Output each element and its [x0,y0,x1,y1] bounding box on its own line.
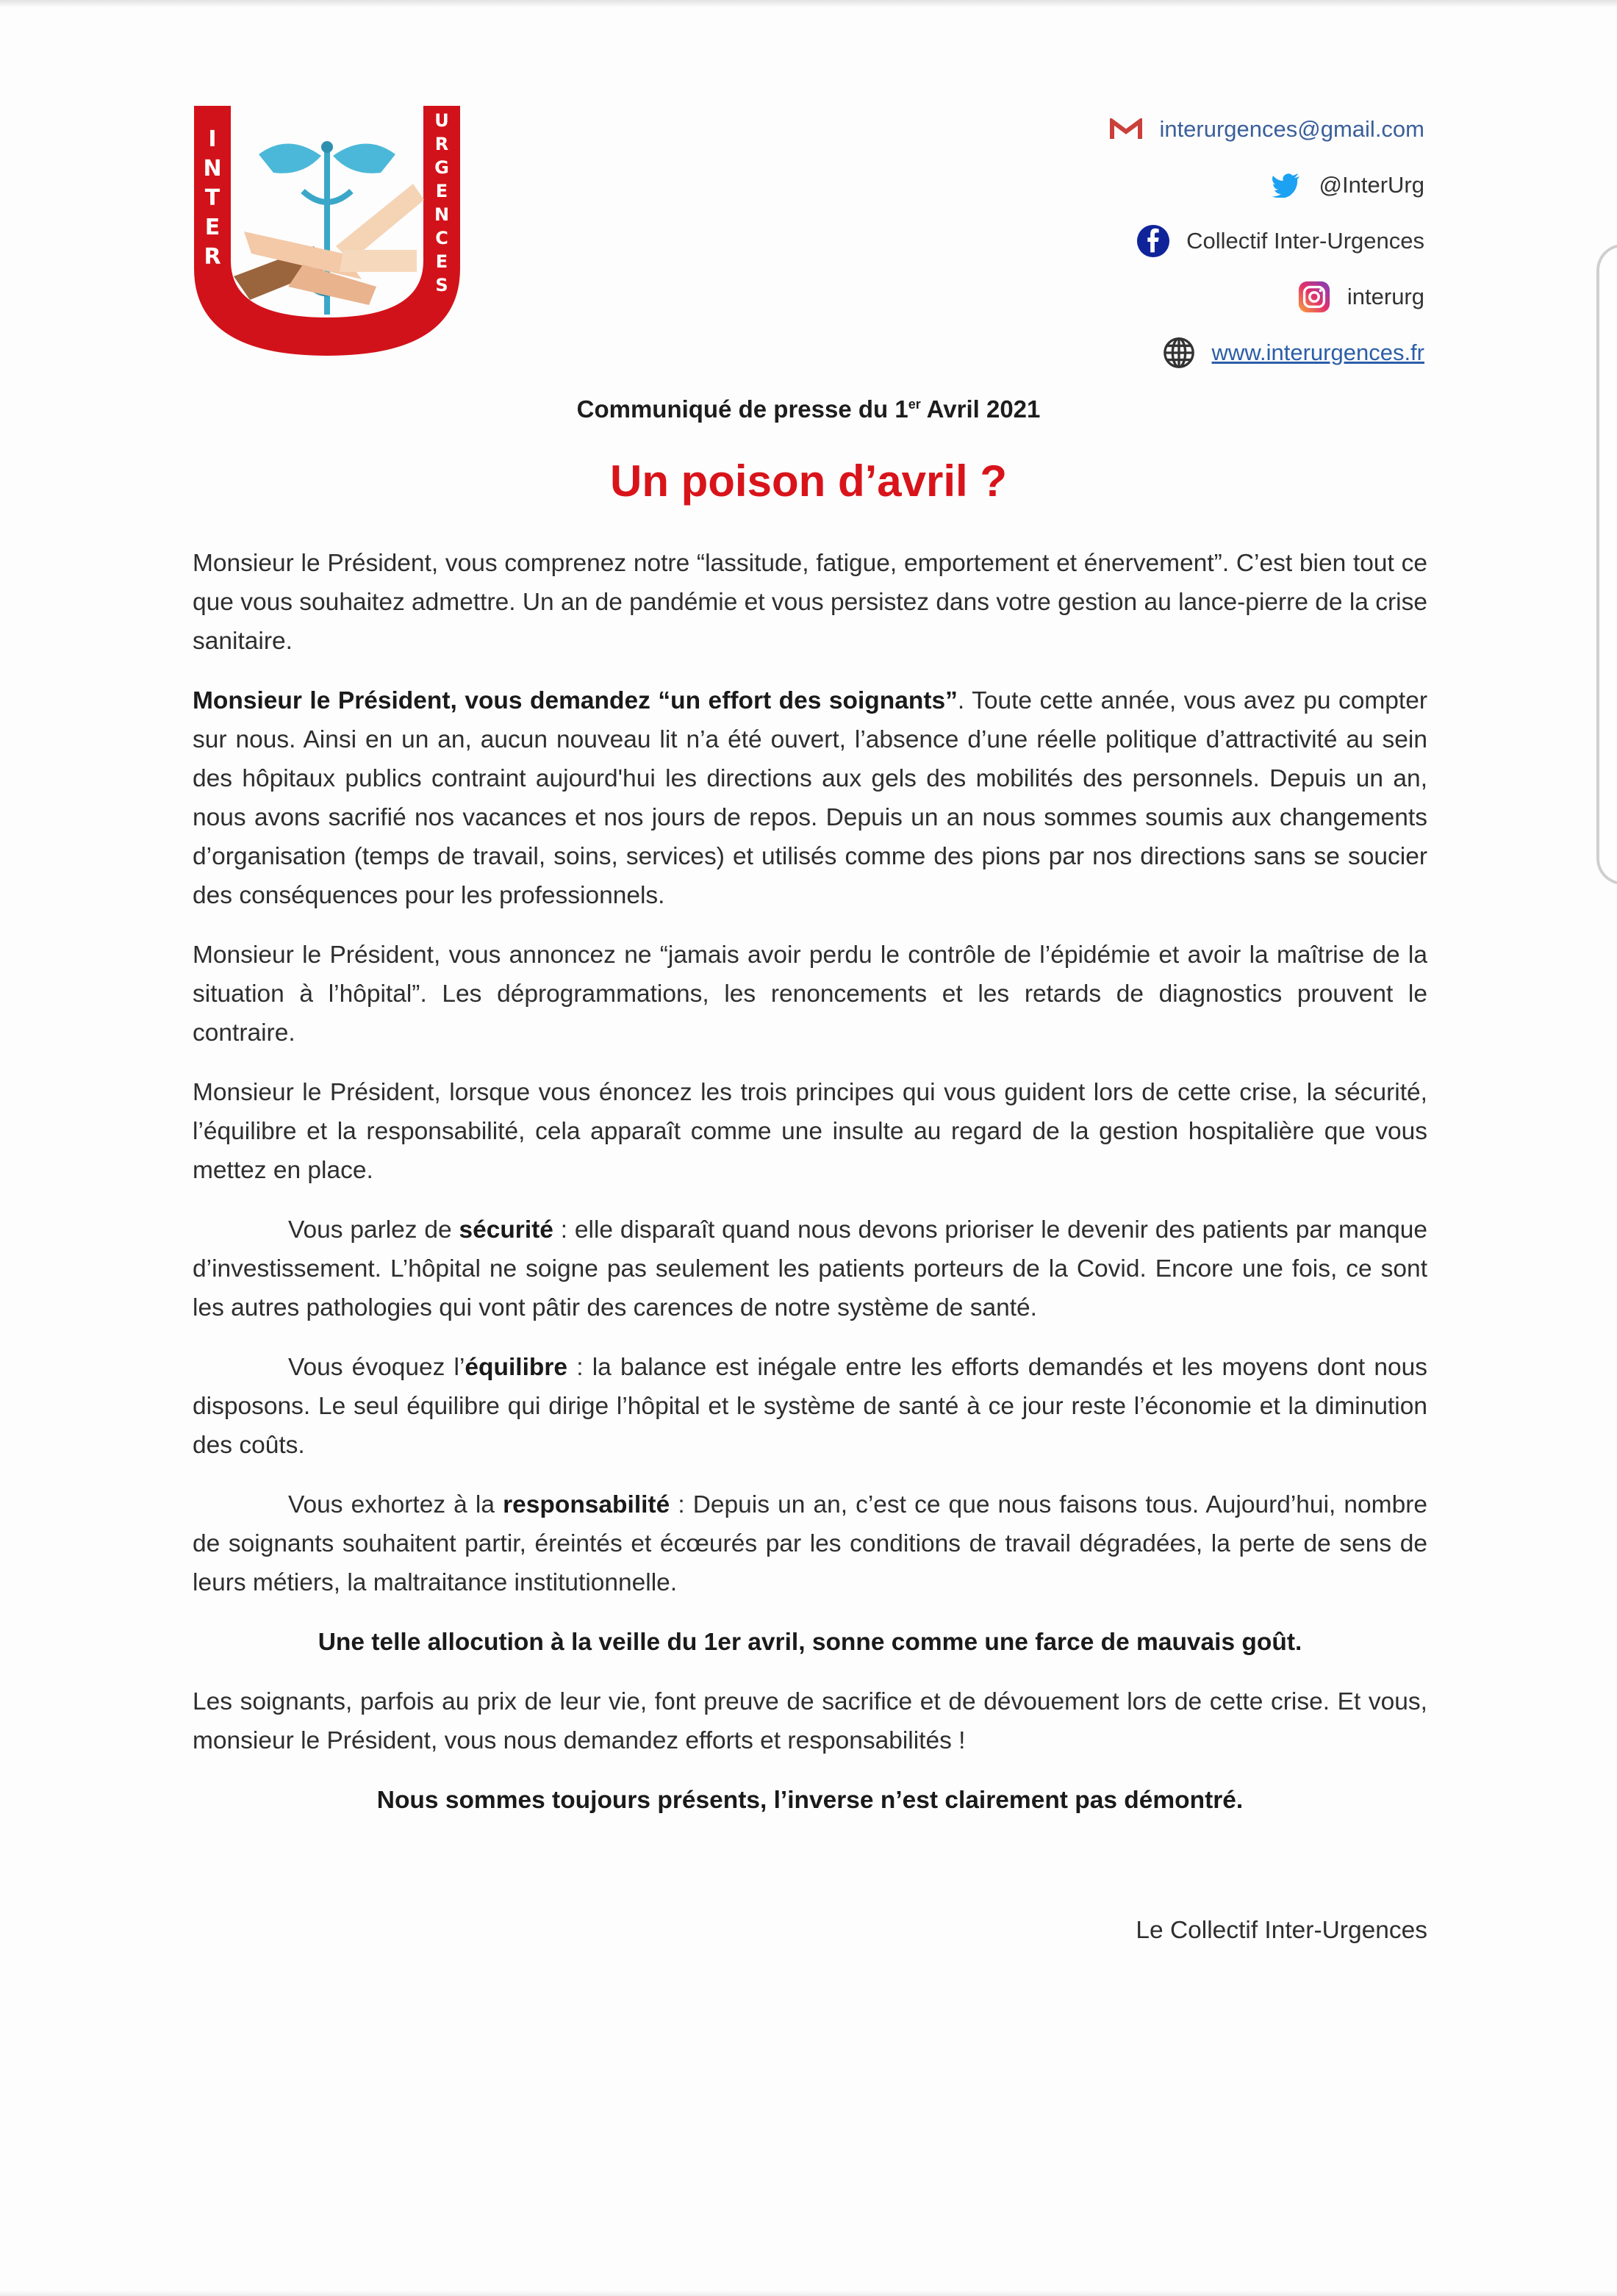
paragraph-responsabilite [193,1485,1427,1602]
contact-website[interactable] [1013,325,1424,381]
instagram-icon [1297,280,1331,314]
logo-letter: N [203,156,222,182]
contact-instagram[interactable] [1013,269,1424,325]
logo-letter: E [204,215,220,240]
paragraph-4: Monsieur le Président, lorsque vous énoncez les trois principes qui vous guident lors de cette crise, la sécurité, l’équilibre et la responsabilité, cela apparaît comme une insulte au regard de la gestion hospitalière que vous mettez en place. [193,1079,1427,1184]
paragraph-securite-text: : elle disparaît quand nous devons prioriser le devenir des patients par manque d’investissement. L’hôpital ne soigne pas seulement les patients porteurs de la Covid. Encore une fois, ce sont les autres pathologies qui vont pâtir des carences de notre système de santé. [193,1216,1428,1321]
keyword-responsabilite: responsabilité [503,1491,670,1518]
press-release-date [0,395,1617,423]
contact-email-text[interactable]: interurgences@gmail.com [1159,116,1424,142]
page-title: Un poison d’avril ? [609,456,1008,506]
contact-email[interactable] [1013,101,1424,157]
logo-frame-icon [193,103,462,360]
inter-urgences-logo [193,103,462,360]
paragraph-equilibre-pre: Vous évoquez l’ [288,1354,465,1381]
paragraph-2 [193,681,1427,915]
logo-letter: U [434,110,449,131]
bottom-edge-shadow [0,2290,1617,2296]
keyword-equilibre: équilibre [465,1354,568,1381]
logo-letter: R [434,134,449,154]
logo-right-letters [427,109,456,297]
contact-website-link[interactable]: www.interurgences.fr [1211,340,1424,365]
paragraph-3: Monsieur le Président, vous annoncez ne “jamais avoir perdu le contrôle de l’épidémie et avoir la maîtrise de la situation à l’hôpital”. Les déprogrammations, les renoncements et les retards de diagnostics prouvent le contraire. [193,941,1427,1047]
logo-letter: N [434,204,450,225]
press-release-body [193,544,1427,1840]
top-edge-shadow [0,0,1617,7]
paragraph-responsabilite-pre: Vous exhortez à la [288,1491,503,1518]
paragraph-securite-pre: Vous parlez de [288,1216,459,1244]
paragraph-9: Les soignants, parfois au prix de leur vie, font preuve de sacrifice et de dévouement lors de cette crise. Et vous, monsieur le Président, vous nous demandez efforts et responsabilités ! [193,1688,1427,1754]
paragraph-responsabilite-text: : Depuis un an, c’est ce que nous faisons tous. Aujourd’hui, nombre de soignants souhaitent partir, éreintés et écœurés par les conditions de travail dégradées, la perte de sens de leurs métiers, la maltraitance institutionnelle. [193,1491,1427,1596]
logo-letter: E [435,181,448,201]
logo-letter: I [208,126,217,152]
contact-twitter[interactable] [1013,157,1424,213]
press-date-suffix: Avril 2021 [920,395,1041,423]
gmail-icon [1109,112,1143,146]
paragraph-equilibre-text: : la balance est inégale entre les efforts demandés et les moyens dont nous disposons. Le seul équilibre qui dirige l’hôpital et le système de santé à ce jour reste l’économie et la diminution des coûts. [193,1354,1427,1459]
logo-letter: S [435,275,448,295]
logo-left-letters [198,125,227,272]
logo-letter: T [204,185,220,211]
logo-letter: E [435,251,448,272]
paragraph-1: Monsieur le Président, vous comprenez notre “lassitude, fatigue, emportement et énervement”. C’est bien tout ce que vous souhaitez admettre. Un an de pandémie et vous persistez dans votre gestion au lance-pierre de la crise sanitaire. [193,550,1427,655]
globe-icon [1162,336,1196,370]
highlight-statement-1: Une telle allocution à la veille du 1er avril, sonne comme une farce de mauvais goût. [318,1629,1302,1656]
contact-instagram-text[interactable]: interurg [1347,284,1424,309]
signature: Le Collectif Inter-Urgences [1136,1917,1427,1944]
twitter-icon [1269,168,1303,202]
side-panel-handle[interactable] [1596,244,1617,885]
press-date-sup: er [908,397,921,412]
contact-twitter-text[interactable]: @InterUrg [1319,172,1424,198]
logo-letter: R [204,244,221,270]
contact-facebook-text[interactable]: Collectif Inter-Urgences [1186,228,1424,254]
logo-letter: G [434,157,449,178]
paragraph-2-bold: Monsieur le Président, vous demandez “un effort des soignants” [193,687,958,714]
logo-letter: C [435,228,448,248]
paragraph-equilibre [193,1348,1427,1465]
highlight-statement-2: Nous sommes toujours présents, l’inverse n’est clairement pas démontré. [376,1787,1244,1814]
press-date-prefix: Communiqué de presse du 1 [576,395,908,423]
contact-facebook[interactable] [1013,213,1424,269]
paragraph-2-text: . Toute cette année, vous avez pu compter sur nous. Ainsi en un an, aucun nouveau lit n’a été ouvert, l’absence d’une réelle politique d’attractivité au sein des hôpitaux publics contraint aujourd'hui les directions aux gels des mobilités des personnels. Depuis un an, nous avons sacrifié nos vacances et nos jours de repos. Depuis un an nous sommes soumis aux changements d’organisation (temps de travail, soins, services) et utilisés comme des pions par nos directions sans se soucier des conséquences pour les professionnels. [193,687,1427,909]
paragraph-securite [193,1210,1427,1327]
contact-list [1013,101,1424,381]
facebook-icon [1136,224,1170,258]
keyword-securite: sécurité [459,1216,553,1244]
